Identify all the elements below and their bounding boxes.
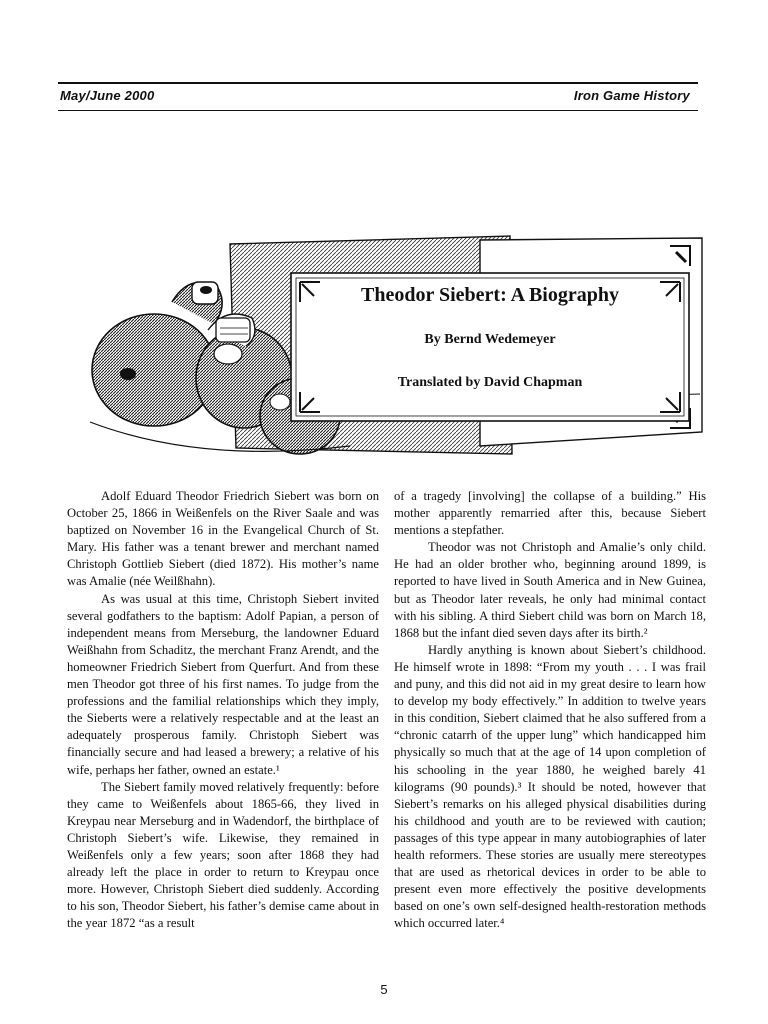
paragraph: As was usual at this time, Christoph Siebert invited several godfathers to the baptism: Adolf Papian, a person of independent means from Merseburg, the landowner Eduard Weißhahn from Schaditz, the merchant Franz Arendt, and the homeowner Friedrich Siebert from Querfurt. And from these men Theodor got three of his first names. To judge from the professions and the familial relationships which they imply, the Sieberts were a relatively respectable and at the least an adequately prosperous family. Christoph Siebert was financially secure and had leased a brewery; a relative of his wife, perhaps her father, owned an estate.¹	[67, 591, 379, 777]
article-byline: By Bernd Wedemeyer	[424, 332, 556, 347]
right-column	[394, 488, 706, 932]
header-rule-bottom	[58, 110, 698, 111]
journal-title: Iron Game History	[573, 88, 690, 103]
issue-date: May/June 2000	[60, 88, 155, 103]
paragraph: Hardly anything is known about Siebert’s childhood. He himself wrote in 1898: “From my youth . . . I was frail and puny, and this did not aid in my great desire to learn how to develop my body effectively.” In addition to twelve years in this condition, Siebert claimed that he also suffered from a “chronic catarrh of the upper lung” which handicapped him physically so much that at the age of 14 upon completion of his schooling in the year 1880, he weighed barely 41 kilograms (90 pounds).³ It should be noted, however that Siebert’s remarks on his alleged physical disabilities during his childhood and youth are to be reviewed with caution; passages of this type appear in many autobiographies of later health reformers. These stories are usually mere stereotypes that are used as rhetorical devices in order to be able to present even more effectively the positive developments based on one’s own self-designed health-restoration methods which occurred later.⁴	[394, 642, 706, 931]
title-banner	[290, 272, 690, 422]
article-translator: Translated by David Chapman	[397, 375, 583, 390]
header-rule-top	[58, 82, 698, 84]
left-column	[67, 488, 379, 932]
page-number: 5	[380, 982, 388, 997]
paragraph: of a tragedy [involving] the collapse of a building.” His mother apparently remarried after this, because Siebert mentions a stepfather.	[394, 489, 706, 538]
article-title: Theodor Siebert: A Biography	[361, 284, 619, 306]
paragraph: Adolf Eduard Theodor Friedrich Siebert was born on October 25, 1866 in Weißenfels on the River Saale and was baptized on November 16 in the Evangelical Church of St. Mary. His father was a tenant brewer and merchant named Christoph Gottlieb Siebert (died 1872). His mother’s name was Amalie (née Weilßhahn).	[67, 489, 379, 589]
paragraph: The Siebert family moved relatively frequently: before they came to Weißenfels about 1865-66, they lived in Kreypau near Merseburg and in Wadendorf, the birthplace of Christoph Siebert’s wife. Likewise, they remained in Weißenfels only a few years; soon after 1868 they had already left the place in order to return to Kreypau once more. However, Christoph Siebert died suddenly. According to his son, Theodor Siebert, his father’s demise came about in the year 1872 “as a result	[67, 779, 379, 931]
paragraph: Theodor was not Christoph and Amalie’s only child. He had an older brother who, beginning around 1899, is reported to have lived in South America and in New Guinea, but as Theodor later reveals, he only had minimal contact with his sibling. A third Siebert child was born on March 18, 1868 but the infant died seven days after its birth.²	[394, 540, 706, 640]
